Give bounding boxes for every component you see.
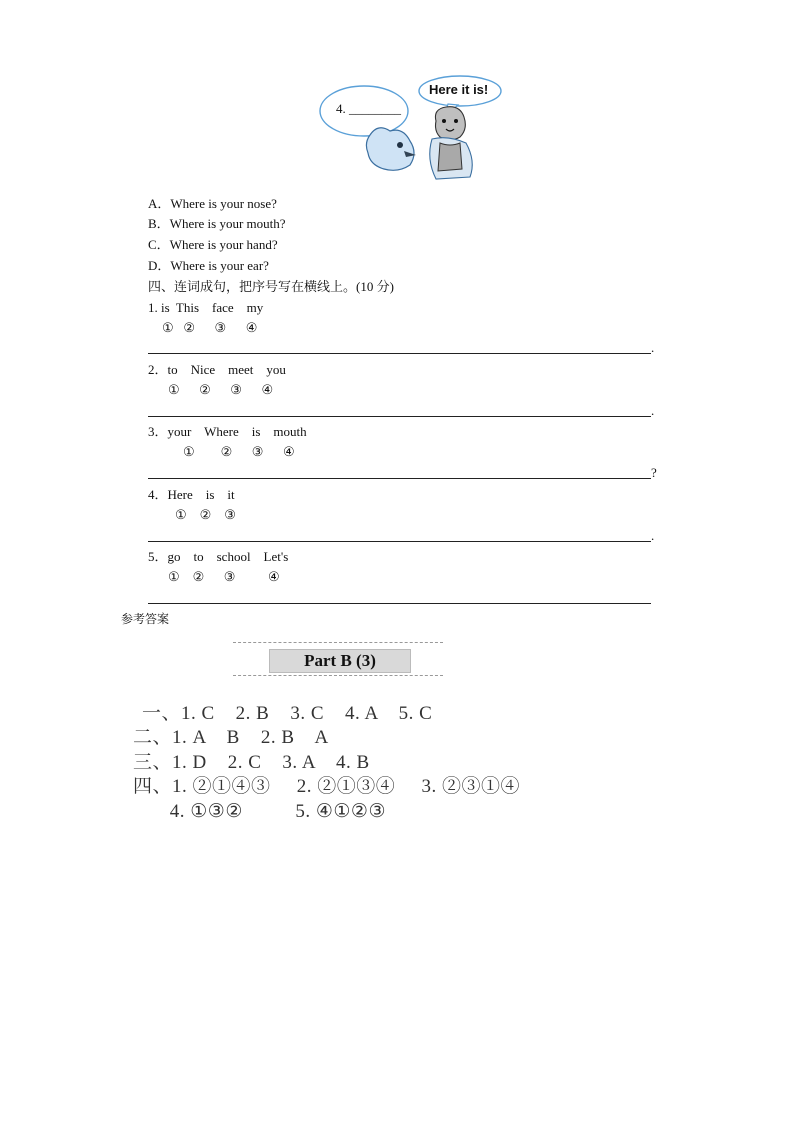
- item5-numbers: ① ② ③ ④: [168, 569, 280, 584]
- part-title-box: [269, 649, 411, 673]
- item2-answer-line[interactable]: [148, 416, 651, 417]
- answer-row-3: 三、1. D 2. C 3. A 4. B: [133, 752, 370, 773]
- item4-numbers: ① ② ③: [175, 507, 236, 522]
- illustration: [318, 73, 504, 185]
- part-title-top-rule: [233, 642, 443, 643]
- answer-row-5: 4. ①③② 5. ④①②③: [133, 801, 386, 822]
- item1-numbers: ① ② ③ ④: [162, 320, 258, 335]
- item5-answer-line[interactable]: [148, 603, 651, 604]
- answers-heading: 参考答案: [121, 612, 170, 626]
- option-d: D．Where is your ear?: [148, 258, 269, 273]
- item2-numbers: ① ② ③ ④: [168, 382, 274, 397]
- left-bubble-text: 4. ________: [336, 101, 401, 116]
- item1-answer-line[interactable]: [148, 353, 651, 354]
- item4-answer-line[interactable]: [148, 541, 651, 542]
- item1-words: 1. is This face my: [148, 300, 264, 315]
- item1-end-mark: .: [651, 340, 655, 355]
- option-c: C．Where is your hand?: [148, 237, 278, 252]
- part-title: Part B (3): [304, 651, 376, 670]
- section4-title: 四、连词成句，把序号写在横线上。(10 分): [148, 279, 394, 294]
- item2-end-mark: .: [651, 403, 655, 418]
- item3-numbers: ① ② ③ ④: [183, 444, 295, 459]
- right-bubble-text: Here it is!: [429, 82, 489, 97]
- answer-row-2: 二、1. A B 2. B A: [133, 727, 329, 748]
- item3-answer-line[interactable]: [148, 478, 651, 479]
- part-title-bottom-rule: [233, 675, 443, 676]
- option-a: A．Where is your nose?: [148, 196, 277, 211]
- item4-words: 4．Here is it: [148, 487, 235, 502]
- option-b: B．Where is your mouth?: [148, 216, 286, 231]
- item3-end-mark: ?: [651, 465, 657, 480]
- item5-words: 5．go to school Let's: [148, 549, 289, 564]
- item3-words: 3．your Where is mouth: [148, 424, 307, 439]
- item2-words: 2．to Nice meet you: [148, 362, 286, 377]
- answer-row-1: 一、1. C 2. B 3. C 4. A 5. C: [142, 703, 433, 724]
- item4-end-mark: .: [651, 528, 655, 543]
- answer-row-4: 四、1. ②①④③ 2. ②①③④ 3. ②③①④: [133, 776, 521, 797]
